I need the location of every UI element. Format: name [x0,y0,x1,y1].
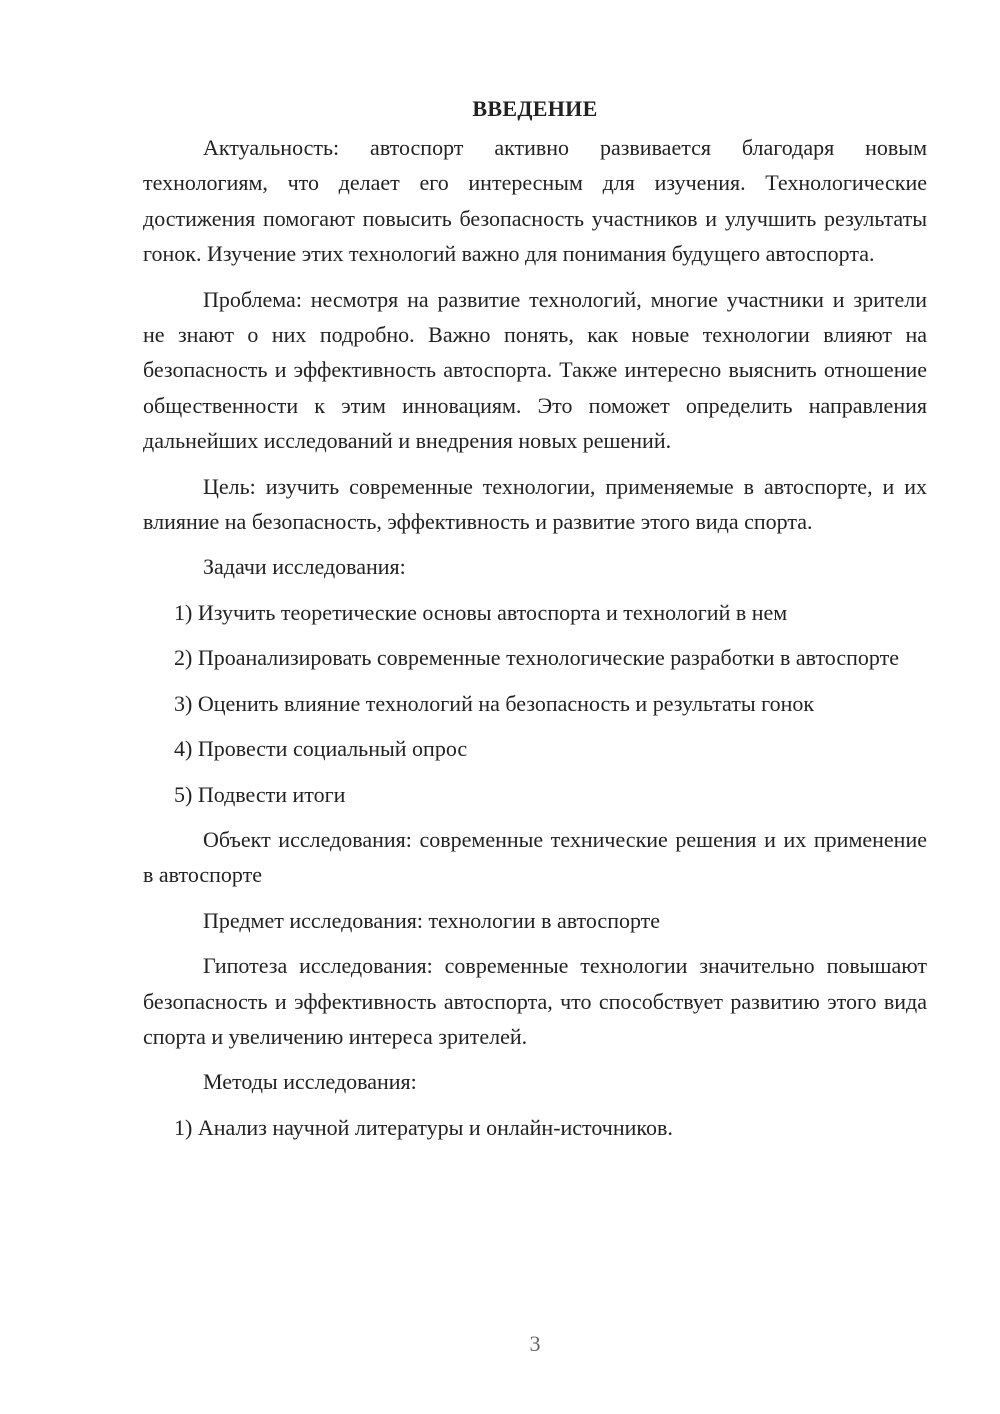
task-item-4: 4) Провести социальный опрос [174,736,468,762]
paragraph-relevance: Актуальность: автоспорт активно развивается благодаря новым технологиям, что делает его интересным для изучения. Технологические достижения помогают повысить безопасность участников и улучшить результаты гонок. Изучение этих технологий важно для понимания будущего автоспорта. [143,135,927,267]
section-heading: ВВЕДЕНИЕ [472,96,598,121]
paragraph-tasks-heading: Задачи исследования: [203,554,406,580]
page-number: 3 [529,1331,541,1356]
paragraph-subject: Предмет исследования: технологии в автоспорте [203,907,661,933]
task-item-2: 2) Проанализировать современные технологические разработки в автоспорте [174,645,899,671]
paragraph-problem: Проблема: несмотря на развитие технологий, многие участники и зрители не знают о них подробно. Важно понять, как новые технологии влияют на безопасность и эффективность автоспорта. Также интересно выяснить отношение общественности к этим инновациям. Это поможет определить направления дальнейших исследований и внедрения новых решений. [143,286,927,454]
paragraph-goal: Цель: изучить современные технологии, применяемые в автоспорте, и их влияние на безопасность, эффективность и развитие этого вида спорта. [143,473,927,535]
method-item-1: 1) Анализ научной литературы и онлайн-источников. [174,1114,673,1140]
paragraph-hypothesis: Гипотеза исследования: современные технологии значительно повышают безопасность и эффективность автоспорта, что способствует развитию этого вида спорта и увеличению интереса зрителей. [143,953,927,1049]
paragraph-object: Объект исследования: современные технические решения и их применение в автоспорте [143,826,927,888]
document-page [143,92,927,1155]
paragraph-methods-heading: Методы исследования: [203,1069,417,1095]
task-item-5: 5) Подвести итоги [174,781,346,807]
task-item-3: 3) Оценить влияние технологий на безопасность и результаты гонок [174,690,815,716]
task-item-1: 1) Изучить теоретические основы автоспорта и технологий в нем [174,599,788,625]
